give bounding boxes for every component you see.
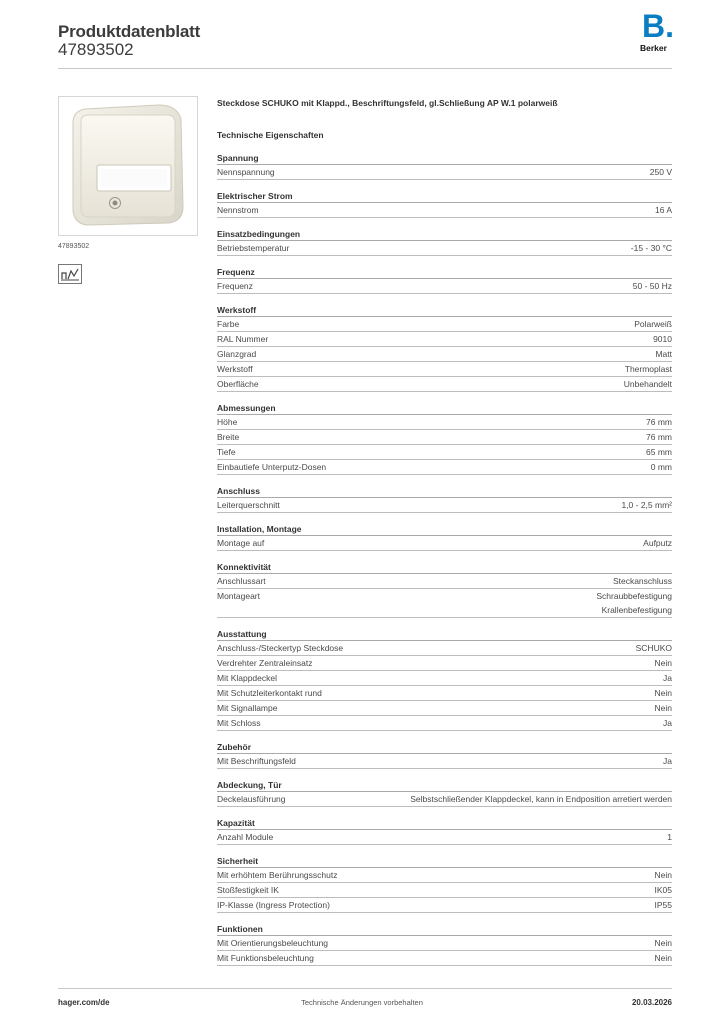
property-label: Montageart	[217, 591, 260, 601]
footer-divider	[58, 988, 672, 989]
section-heading: Kapazität	[217, 816, 672, 830]
property-value: Thermoplast	[624, 364, 672, 374]
property-row	[217, 701, 672, 716]
property-label: Leiterquerschnitt	[217, 500, 280, 510]
product-datasheet	[217, 96, 672, 966]
property-value: 50 - 50 Hz	[632, 281, 672, 291]
property-section	[217, 560, 672, 618]
property-row	[217, 792, 672, 807]
property-label: Montage auf	[217, 538, 265, 548]
property-label: Deckelausführung	[217, 794, 286, 804]
property-label: Anschluss-/Steckertyp Steckdose	[217, 643, 344, 653]
section-heading: Installation, Montage	[217, 522, 672, 536]
property-sections	[217, 151, 672, 966]
property-value: Unbehandelt	[623, 379, 672, 389]
section-heading: Konnektivität	[217, 560, 672, 574]
property-value: 9010	[653, 334, 672, 344]
article-number: 47893502	[58, 40, 134, 59]
property-label: Verdrehter Zentraleinsatz	[217, 658, 313, 668]
property-label: Nennstrom	[217, 205, 259, 215]
property-section	[217, 522, 672, 551]
property-row	[217, 415, 672, 430]
property-row	[217, 377, 672, 392]
property-row	[217, 445, 672, 460]
property-value: 0 mm	[650, 462, 672, 472]
property-value: 65 mm	[646, 447, 672, 457]
property-row	[217, 883, 672, 898]
property-label: Stoßfestigkeit IK	[217, 885, 279, 895]
section-heading: Sicherheit	[217, 854, 672, 868]
property-section	[217, 227, 672, 256]
property-row	[217, 460, 672, 475]
property-label: IP-Klasse (Ingress Protection)	[217, 900, 330, 910]
property-label: Farbe	[217, 319, 240, 329]
property-label: Werkstoff	[217, 364, 253, 374]
socket-outlet-illustration	[59, 97, 197, 235]
logo-name: Berker	[640, 43, 667, 53]
property-section	[217, 778, 672, 807]
section-heading: Abdeckung, Tür	[217, 778, 672, 792]
property-section	[217, 922, 672, 966]
product-title: Steckdose SCHUKO mit Klappd., Beschriftungsfeld, gl.Schließung AP W.1 polarweiß	[217, 98, 558, 108]
footer-website: hager.com/de	[58, 998, 110, 1007]
property-section	[217, 401, 672, 475]
property-value: SCHUKO	[635, 643, 672, 653]
property-label: Tiefe	[217, 447, 236, 457]
section-heading: Funktionen	[217, 922, 672, 936]
property-row	[217, 165, 672, 180]
section-heading: Frequenz	[217, 265, 672, 279]
property-row	[217, 716, 672, 731]
property-section	[217, 854, 672, 913]
footer-note: Technische Änderungen vorbehalten	[301, 998, 423, 1007]
page-title: Produktdatenblatt	[58, 22, 201, 41]
property-value: Nein	[654, 703, 672, 713]
property-value: Polarweiß	[634, 319, 672, 329]
property-row	[217, 498, 672, 513]
property-label: Nennspannung	[217, 167, 275, 177]
property-value: Nein	[654, 953, 672, 963]
property-label: Anzahl Module	[217, 832, 274, 842]
property-row	[217, 656, 672, 671]
property-row	[217, 241, 672, 256]
property-row	[217, 430, 672, 445]
installation-icon	[58, 264, 82, 284]
product-image	[58, 96, 198, 236]
berker-logo	[640, 8, 674, 54]
property-section	[217, 484, 672, 513]
property-row	[217, 936, 672, 951]
property-label: Einbautiefe Unterputz-Dosen	[217, 462, 327, 472]
property-value: Matt	[655, 349, 672, 359]
property-value: Ja	[663, 756, 672, 766]
property-value: IP55	[654, 900, 672, 910]
section-heading: Abmessungen	[217, 401, 672, 415]
image-caption: 47893502	[58, 243, 90, 250]
property-row	[217, 574, 672, 589]
property-row	[217, 830, 672, 845]
property-value: Aufputz	[643, 538, 672, 548]
property-value: 1	[667, 832, 672, 842]
property-row	[217, 279, 672, 294]
property-section	[217, 265, 672, 294]
property-value: Nein	[654, 658, 672, 668]
properties-heading: Technische Eigenschaften	[217, 130, 324, 140]
section-heading: Elektrischer Strom	[217, 189, 672, 203]
property-label: Frequenz	[217, 281, 253, 291]
property-label: Mit Klappdeckel	[217, 673, 278, 683]
property-label: Mit Orientierungsbeleuchtung	[217, 938, 329, 948]
property-row	[217, 589, 672, 618]
property-value: IK05	[654, 885, 672, 895]
property-value: Schraubbefestigung Krallenbefestigung	[596, 591, 672, 615]
property-row	[217, 754, 672, 769]
property-value: 76 mm	[646, 432, 672, 442]
property-label: Mit Schutzleiterkontakt rund	[217, 688, 322, 698]
property-label: Oberfläche	[217, 379, 259, 389]
property-row	[217, 951, 672, 966]
property-label: Betriebstemperatur	[217, 243, 290, 253]
property-value: 16 A	[654, 205, 672, 215]
property-row	[217, 641, 672, 656]
property-value: Steckanschluss	[612, 576, 672, 586]
section-heading: Anschluss	[217, 484, 672, 498]
property-value: -15 - 30 °C	[630, 243, 672, 253]
footer-date: 20.03.2026	[631, 998, 672, 1007]
property-row	[217, 868, 672, 883]
property-value: Nein	[654, 688, 672, 698]
property-label: Höhe	[217, 417, 238, 427]
section-heading: Spannung	[217, 151, 672, 165]
logo-letter: B.	[642, 8, 674, 44]
property-section	[217, 627, 672, 731]
property-section	[217, 740, 672, 769]
property-row	[217, 671, 672, 686]
property-row	[217, 317, 672, 332]
property-section	[217, 189, 672, 218]
property-label: Mit Schloss	[217, 718, 261, 728]
property-value: Nein	[654, 938, 672, 948]
property-section	[217, 816, 672, 845]
section-heading: Ausstattung	[217, 627, 672, 641]
property-label: RAL Nummer	[217, 334, 269, 344]
property-value: 76 mm	[646, 417, 672, 427]
property-section	[217, 303, 672, 392]
property-label: Mit Signallampe	[217, 703, 278, 713]
property-row	[217, 347, 672, 362]
property-value: Selbstschließender Klappdeckel, kann in Endposition arretiert werden	[410, 794, 672, 804]
property-value: 250 V	[649, 167, 672, 177]
property-row	[217, 203, 672, 218]
property-row	[217, 536, 672, 551]
property-section	[217, 151, 672, 180]
header-divider	[58, 68, 672, 69]
property-label: Anschlussart	[217, 576, 266, 586]
section-heading: Zubehör	[217, 740, 672, 754]
property-label: Mit Funktionsbeleuchtung	[217, 953, 314, 963]
property-label: Mit erhöhtem Berührungsschutz	[217, 870, 338, 880]
property-value: Nein	[654, 870, 672, 880]
section-heading: Einsatzbedingungen	[217, 227, 672, 241]
section-heading: Werkstoff	[217, 303, 672, 317]
property-label: Mit Beschriftungsfeld	[217, 756, 296, 766]
property-row	[217, 898, 672, 913]
property-value: Ja	[663, 718, 672, 728]
property-row	[217, 332, 672, 347]
property-value: 1,0 - 2,5 mm²	[621, 500, 672, 510]
property-row	[217, 362, 672, 377]
property-label: Breite	[217, 432, 240, 442]
property-value: Ja	[663, 673, 672, 683]
property-label: Glanzgrad	[217, 349, 257, 359]
property-row	[217, 686, 672, 701]
